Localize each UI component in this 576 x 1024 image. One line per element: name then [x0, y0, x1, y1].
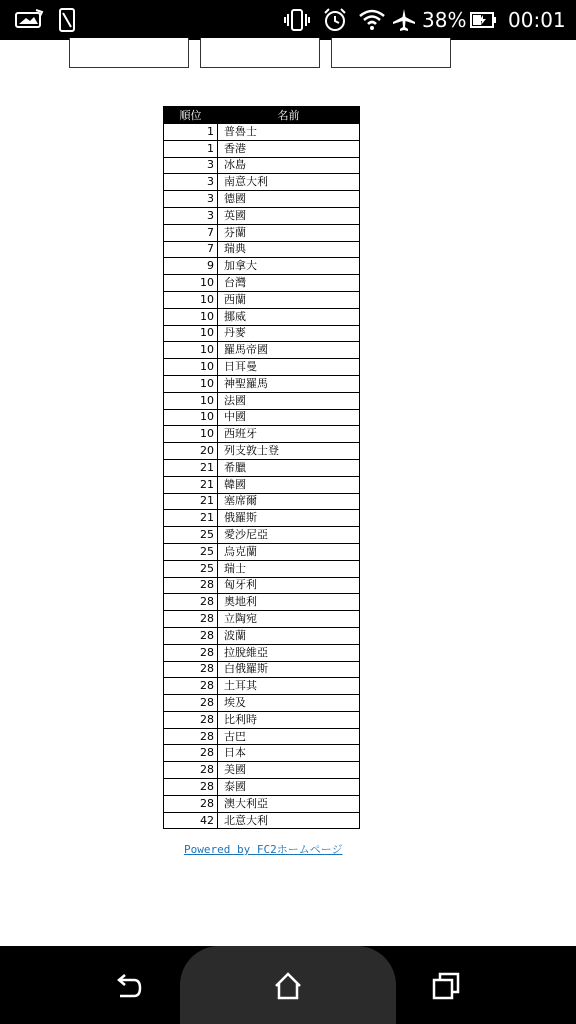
table-row [164, 174, 360, 191]
rank-cell: 10 [164, 325, 218, 342]
alarm-clock-icon [322, 8, 348, 36]
table-body [164, 124, 360, 829]
name-cell: 列支敦士登 [218, 443, 360, 460]
photo-gallery-icon [14, 8, 44, 34]
rank-cell: 7 [164, 241, 218, 258]
rank-cell: 1 [164, 140, 218, 157]
battery-charging-icon [470, 10, 498, 34]
table-row [164, 745, 360, 762]
rank-cell: 21 [164, 510, 218, 527]
battery-percent: 38% [422, 8, 467, 32]
table-row [164, 779, 360, 796]
wifi-icon [358, 8, 386, 36]
table-row [164, 762, 360, 779]
table-row [164, 224, 360, 241]
name-cell: 泰國 [218, 779, 360, 796]
table-row [164, 695, 360, 712]
top-box [200, 38, 320, 68]
rank-cell: 10 [164, 392, 218, 409]
name-cell: 北意大利 [218, 812, 360, 829]
name-cell: 冰島 [218, 157, 360, 174]
name-cell: 瑞典 [218, 241, 360, 258]
table-row [164, 493, 360, 510]
name-cell: 比利時 [218, 711, 360, 728]
name-cell: 瑞士 [218, 560, 360, 577]
rank-cell: 10 [164, 375, 218, 392]
rank-cell: 28 [164, 577, 218, 594]
rank-cell: 28 [164, 779, 218, 796]
recent-apps-icon[interactable] [430, 970, 462, 1002]
rank-cell: 10 [164, 359, 218, 376]
name-cell: 烏克蘭 [218, 543, 360, 560]
top-boxes [0, 40, 576, 72]
name-cell: 日本 [218, 745, 360, 762]
name-cell: 台灣 [218, 275, 360, 292]
rank-cell: 28 [164, 611, 218, 628]
name-cell: 普魯士 [218, 124, 360, 141]
table-row [164, 510, 360, 527]
table-row [164, 140, 360, 157]
name-column-header: 名前 [218, 107, 360, 124]
table-row [164, 594, 360, 611]
name-cell: 希臘 [218, 459, 360, 476]
name-cell: 奧地利 [218, 594, 360, 611]
home-icon[interactable] [272, 970, 304, 1002]
rank-cell: 28 [164, 678, 218, 695]
table-row [164, 241, 360, 258]
rank-cell: 21 [164, 459, 218, 476]
name-cell: 埃及 [218, 695, 360, 712]
top-box [331, 38, 451, 68]
name-cell: 拉脫維亞 [218, 644, 360, 661]
name-cell: 立陶宛 [218, 611, 360, 628]
name-cell: 匈牙利 [218, 577, 360, 594]
name-cell: 塞席爾 [218, 493, 360, 510]
table-row [164, 325, 360, 342]
table-row [164, 342, 360, 359]
table-row [164, 359, 360, 376]
table-row [164, 191, 360, 208]
table-row [164, 560, 360, 577]
back-icon[interactable] [112, 970, 144, 1002]
name-cell: 日耳曼 [218, 359, 360, 376]
navigation-bar [0, 946, 576, 1024]
name-cell: 法國 [218, 392, 360, 409]
table-row [164, 728, 360, 745]
table-row [164, 812, 360, 829]
table-row [164, 661, 360, 678]
name-cell: 土耳其 [218, 678, 360, 695]
rank-cell: 10 [164, 409, 218, 426]
name-cell: 德國 [218, 191, 360, 208]
rank-cell: 28 [164, 644, 218, 661]
airplane-mode-icon [392, 8, 416, 36]
table-row [164, 678, 360, 695]
rank-cell: 25 [164, 543, 218, 560]
table-row [164, 157, 360, 174]
table-row [164, 527, 360, 544]
name-cell: 挪威 [218, 308, 360, 325]
rank-cell: 28 [164, 711, 218, 728]
rank-cell: 1 [164, 124, 218, 141]
rank-cell: 9 [164, 258, 218, 275]
table-row [164, 627, 360, 644]
name-cell: 愛沙尼亞 [218, 527, 360, 544]
name-cell: 俄羅斯 [218, 510, 360, 527]
table-row [164, 644, 360, 661]
rank-cell: 28 [164, 728, 218, 745]
rank-cell: 3 [164, 207, 218, 224]
rank-cell: 3 [164, 174, 218, 191]
table-row [164, 375, 360, 392]
rank-column-header: 順位 [164, 107, 218, 124]
name-cell: 英國 [218, 207, 360, 224]
rank-cell: 25 [164, 560, 218, 577]
name-cell: 芬蘭 [218, 224, 360, 241]
phone-outline-icon [58, 8, 76, 36]
status-bar [0, 0, 576, 40]
table-row [164, 711, 360, 728]
table-row [164, 459, 360, 476]
name-cell: 古巴 [218, 728, 360, 745]
table-row [164, 795, 360, 812]
rank-cell: 7 [164, 224, 218, 241]
name-cell: 香港 [218, 140, 360, 157]
name-cell: 丹麥 [218, 325, 360, 342]
name-cell: 西蘭 [218, 291, 360, 308]
vibrate-icon [284, 8, 310, 36]
rank-cell: 28 [164, 627, 218, 644]
name-cell: 美國 [218, 762, 360, 779]
rank-cell: 10 [164, 308, 218, 325]
clock-time: 00:01 [508, 8, 566, 32]
name-cell: 南意大利 [218, 174, 360, 191]
rank-cell: 28 [164, 594, 218, 611]
table-row [164, 392, 360, 409]
rank-cell: 28 [164, 661, 218, 678]
table-row [164, 275, 360, 292]
rank-cell: 10 [164, 342, 218, 359]
rank-cell: 28 [164, 795, 218, 812]
rank-cell: 21 [164, 493, 218, 510]
rank-cell: 3 [164, 157, 218, 174]
name-cell: 韓國 [218, 476, 360, 493]
rank-cell: 28 [164, 745, 218, 762]
name-cell: 澳大利亞 [218, 795, 360, 812]
table-row [164, 258, 360, 275]
table-row [164, 543, 360, 560]
name-cell: 西班牙 [218, 426, 360, 443]
table-row [164, 291, 360, 308]
table-row [164, 577, 360, 594]
name-cell: 神聖羅馬 [218, 375, 360, 392]
table-row [164, 409, 360, 426]
powered-by-link[interactable]: Powered by FC2ホームページ [184, 843, 343, 856]
rank-cell: 25 [164, 527, 218, 544]
table-row [164, 207, 360, 224]
rank-cell: 28 [164, 695, 218, 712]
name-cell: 波蘭 [218, 627, 360, 644]
table-row [164, 611, 360, 628]
rank-cell: 10 [164, 426, 218, 443]
rank-cell: 21 [164, 476, 218, 493]
table-header-row [164, 107, 360, 124]
rank-cell: 28 [164, 762, 218, 779]
name-cell: 中國 [218, 409, 360, 426]
table-row [164, 308, 360, 325]
rank-cell: 42 [164, 812, 218, 829]
rank-cell: 10 [164, 275, 218, 292]
name-cell: 白俄羅斯 [218, 661, 360, 678]
table-row [164, 426, 360, 443]
table-row [164, 443, 360, 460]
ranking-table [163, 106, 360, 829]
rank-cell: 10 [164, 291, 218, 308]
rank-cell: 20 [164, 443, 218, 460]
name-cell: 加拿大 [218, 258, 360, 275]
table-row [164, 476, 360, 493]
rank-cell: 3 [164, 191, 218, 208]
table-row [164, 124, 360, 141]
top-box [69, 38, 189, 68]
name-cell: 羅馬帝國 [218, 342, 360, 359]
